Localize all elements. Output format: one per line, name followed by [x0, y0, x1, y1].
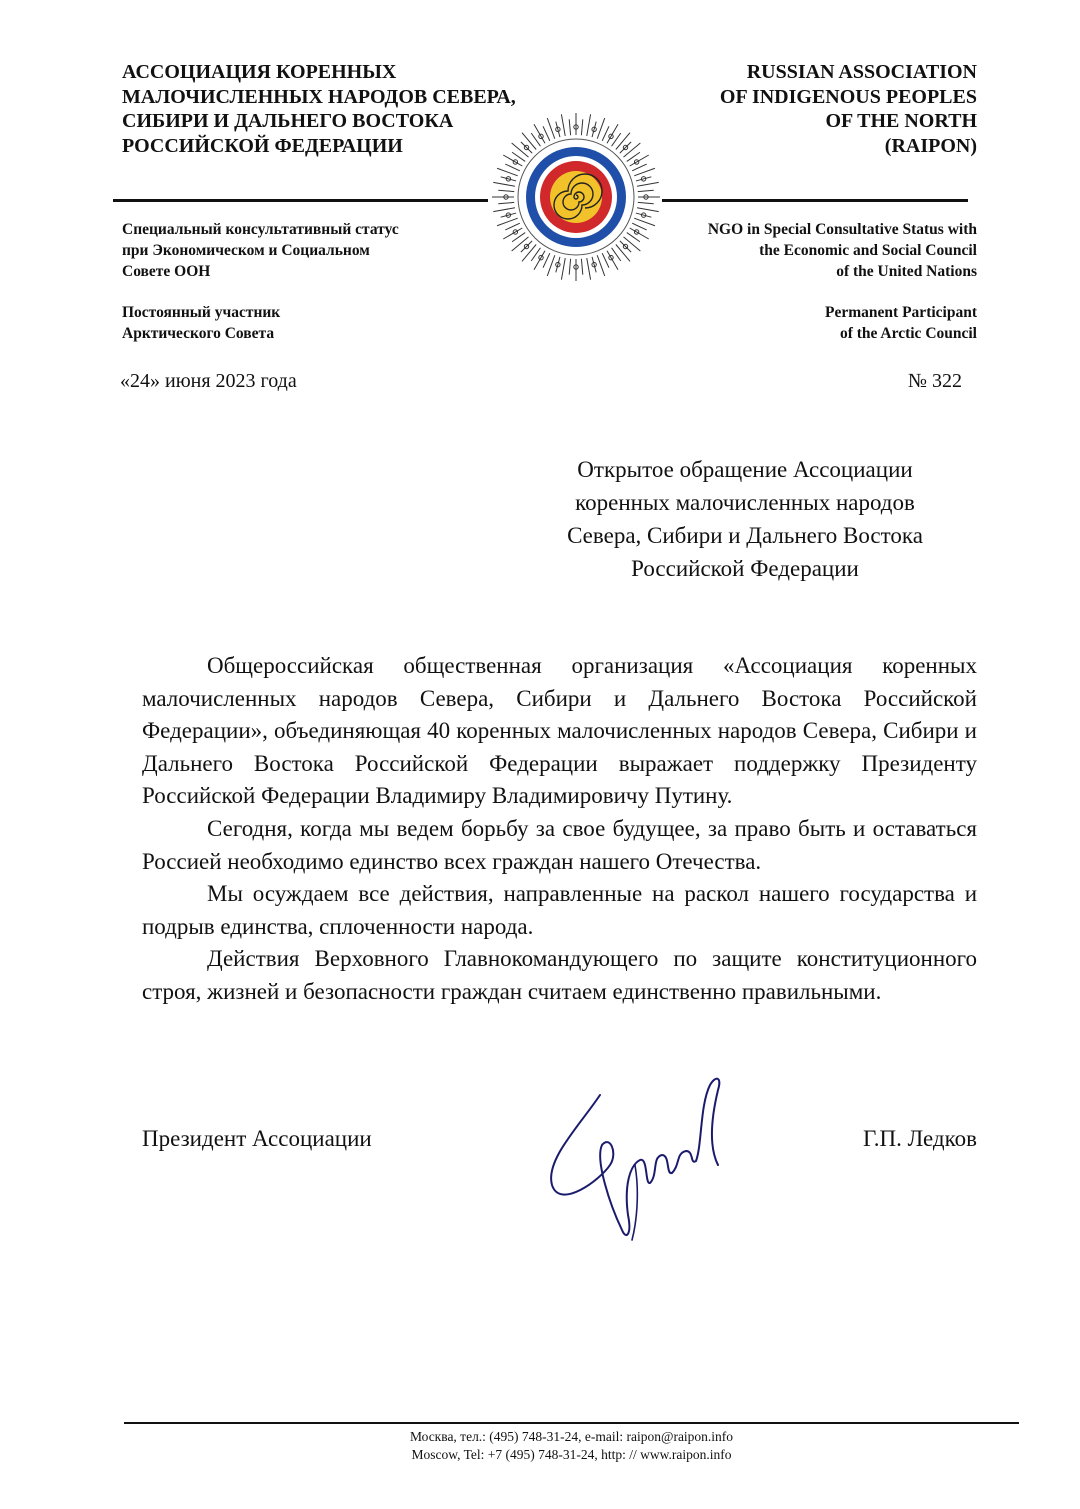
emblem-ornament-stroke — [521, 142, 532, 153]
document-number: № 322 — [907, 370, 962, 392]
emblem-ornament-stroke — [637, 208, 659, 212]
consultative-status-russian — [122, 219, 399, 282]
emblem-ornament-stroke — [493, 182, 515, 186]
emblem-ornament-stroke — [569, 259, 570, 275]
org-name-english — [657, 60, 977, 158]
emblem-ornament-stroke — [592, 257, 596, 272]
header-divider-left — [113, 199, 488, 202]
document-title — [520, 453, 970, 585]
emblem-ornament-stroke — [587, 114, 591, 136]
emblem-ornament-stroke — [602, 126, 609, 141]
org-name-line: АССОЦИАЦИЯ КОРЕННЫХ — [122, 61, 397, 83]
emblem-ornament-stroke — [587, 258, 591, 280]
emblem-ornament-stroke — [497, 168, 518, 176]
org-name-line: МАЛОЧИСЛЕННЫХ НАРОДОВ СЕВЕРА, — [122, 85, 516, 108]
emblem-ornament-stroke — [498, 202, 514, 203]
status-line: Совете ООН — [122, 263, 211, 280]
emblem-ornament-stroke — [602, 253, 609, 268]
document-date: «24» июня 2023 года — [120, 370, 297, 392]
emblem-ornament-stroke — [543, 253, 550, 268]
footer-line-russian: Москва, тел.: (495) 748-31-24, e-mail: raipon@raipon.info — [409, 1429, 734, 1444]
title-line: Севера, Сибири и Дальнего Востока — [567, 523, 923, 548]
emblem-ornament-stroke — [632, 223, 647, 230]
emblem-ornament-stroke — [632, 164, 647, 171]
status-line: при Экономическом и Социальном — [122, 242, 370, 259]
arctic-line: of the Arctic Council — [839, 325, 977, 342]
emblem-ornament-stroke — [556, 122, 560, 137]
title-line: Открытое обращение Ассоциации — [577, 457, 913, 482]
emblem-ornament-stroke — [634, 218, 655, 226]
emblem-ornament-stroke — [592, 122, 596, 137]
emblem-ornament-stroke — [638, 190, 654, 191]
handwritten-signature — [540, 1065, 730, 1250]
signatory-name: Г.П. Ледков — [863, 1126, 977, 1151]
emblem-ornament-stroke — [561, 114, 565, 136]
arctic-council-russian — [122, 302, 280, 344]
emblem-ornament-stroke — [638, 202, 654, 203]
emblem-ornament-stroke — [636, 213, 651, 217]
signatory-position: Президент Ассоциации — [142, 1126, 372, 1151]
emblem-ornament-stroke — [620, 241, 631, 252]
arctic-council-english — [825, 302, 977, 344]
footer-line-english: Moscow, Tel: +7 (495) 748-31-24, http: // www.raipon.info — [411, 1446, 732, 1462]
status-line: Специальный консультативный статус — [122, 221, 399, 238]
emblem-ornament-stroke — [498, 190, 514, 191]
emblem-ornament-stroke — [637, 182, 659, 186]
footer-contacts — [124, 1428, 1019, 1463]
arctic-line: Арктического Совета — [122, 325, 275, 342]
emblem-ornament-stroke — [597, 118, 605, 139]
org-name-line: (RAIPON) — [884, 134, 977, 157]
emblem-ornament-stroke — [543, 126, 550, 141]
emblem-ornament-stroke — [581, 119, 582, 135]
emblem-ornament-stroke — [547, 118, 555, 139]
emblem-ornament-stroke — [634, 168, 655, 176]
emblem-ornament-stroke — [501, 177, 516, 181]
emblem-ornament-stroke — [636, 177, 651, 181]
org-name-line: СИБИРИ И ДАЛЬНЕГО ВОСТОКА — [122, 110, 454, 132]
emblem-ornament-stroke — [505, 223, 520, 230]
title-line: коренных малочисленных народов — [575, 490, 915, 515]
emblem-ornament-stroke — [561, 258, 565, 280]
body-paragraph: Мы осуждаем все действия, направленные на раскол нашего государства и подрыв единства, сплоченности народа. — [142, 881, 977, 939]
title-line: Российской Федерации — [631, 556, 859, 581]
org-name-line: РОССИЙСКОЙ ФЕДЕРАЦИИ — [122, 134, 403, 157]
status-line: NGO in Special Consultative Status with — [707, 221, 977, 238]
arctic-line: Постоянный участник — [122, 304, 281, 321]
emblem-ornament-stroke — [569, 119, 570, 135]
emblem-ornament-stroke — [556, 257, 560, 272]
emblem-ornament-stroke — [497, 218, 518, 226]
status-line: of the United Nations — [836, 263, 977, 280]
emblem-ornament-stroke — [620, 142, 631, 153]
org-name-line: OF THE NORTH — [825, 110, 977, 132]
arctic-line: Permanent Participant — [825, 304, 977, 321]
consultative-status-english — [708, 219, 977, 282]
status-line: the Economic and Social Council — [759, 242, 977, 259]
emblem-ornament-stroke — [521, 241, 532, 252]
body-paragraph: Сегодня, когда мы ведем борьбу за свое будущее, за право быть и оставаться Россией необходимо единство всех граждан нашего Отечества. — [142, 815, 977, 874]
emblem-ornament-stroke — [581, 259, 582, 275]
emblem-ornament-stroke — [501, 213, 516, 217]
emblem-ornament-stroke — [547, 255, 555, 276]
footer-divider — [124, 1422, 1019, 1424]
body-paragraph: Общероссийская общественная организация «Ассоциация коренных малочисленных народов Севера, Сибири и Дальнего Востока Российской Федерации», объединяющая 40 коренных малочисленных народов Севера, Сибири и Дальнего Востока Российской Федерации выражает поддержку Президенту Российской Федерации Владимиру Владимировичу Путину. — [142, 653, 977, 809]
letter-body — [142, 650, 977, 1009]
header-divider-right — [662, 199, 968, 202]
org-name-line: RUSSIAN ASSOCIATION — [746, 61, 977, 83]
body-paragraph: Действия Верховного Главнокомандующего по защите конституционного строя, жизней и безопасности граждан считаем единственно правильными. — [142, 946, 977, 1004]
raipon-emblem-logo — [487, 108, 665, 286]
emblem-ornament-stroke — [493, 208, 515, 212]
org-name-line: OF INDIGENOUS PEOPLES — [719, 85, 977, 108]
emblem-ornament-stroke — [505, 164, 520, 171]
emblem-ornament-stroke — [597, 255, 605, 276]
